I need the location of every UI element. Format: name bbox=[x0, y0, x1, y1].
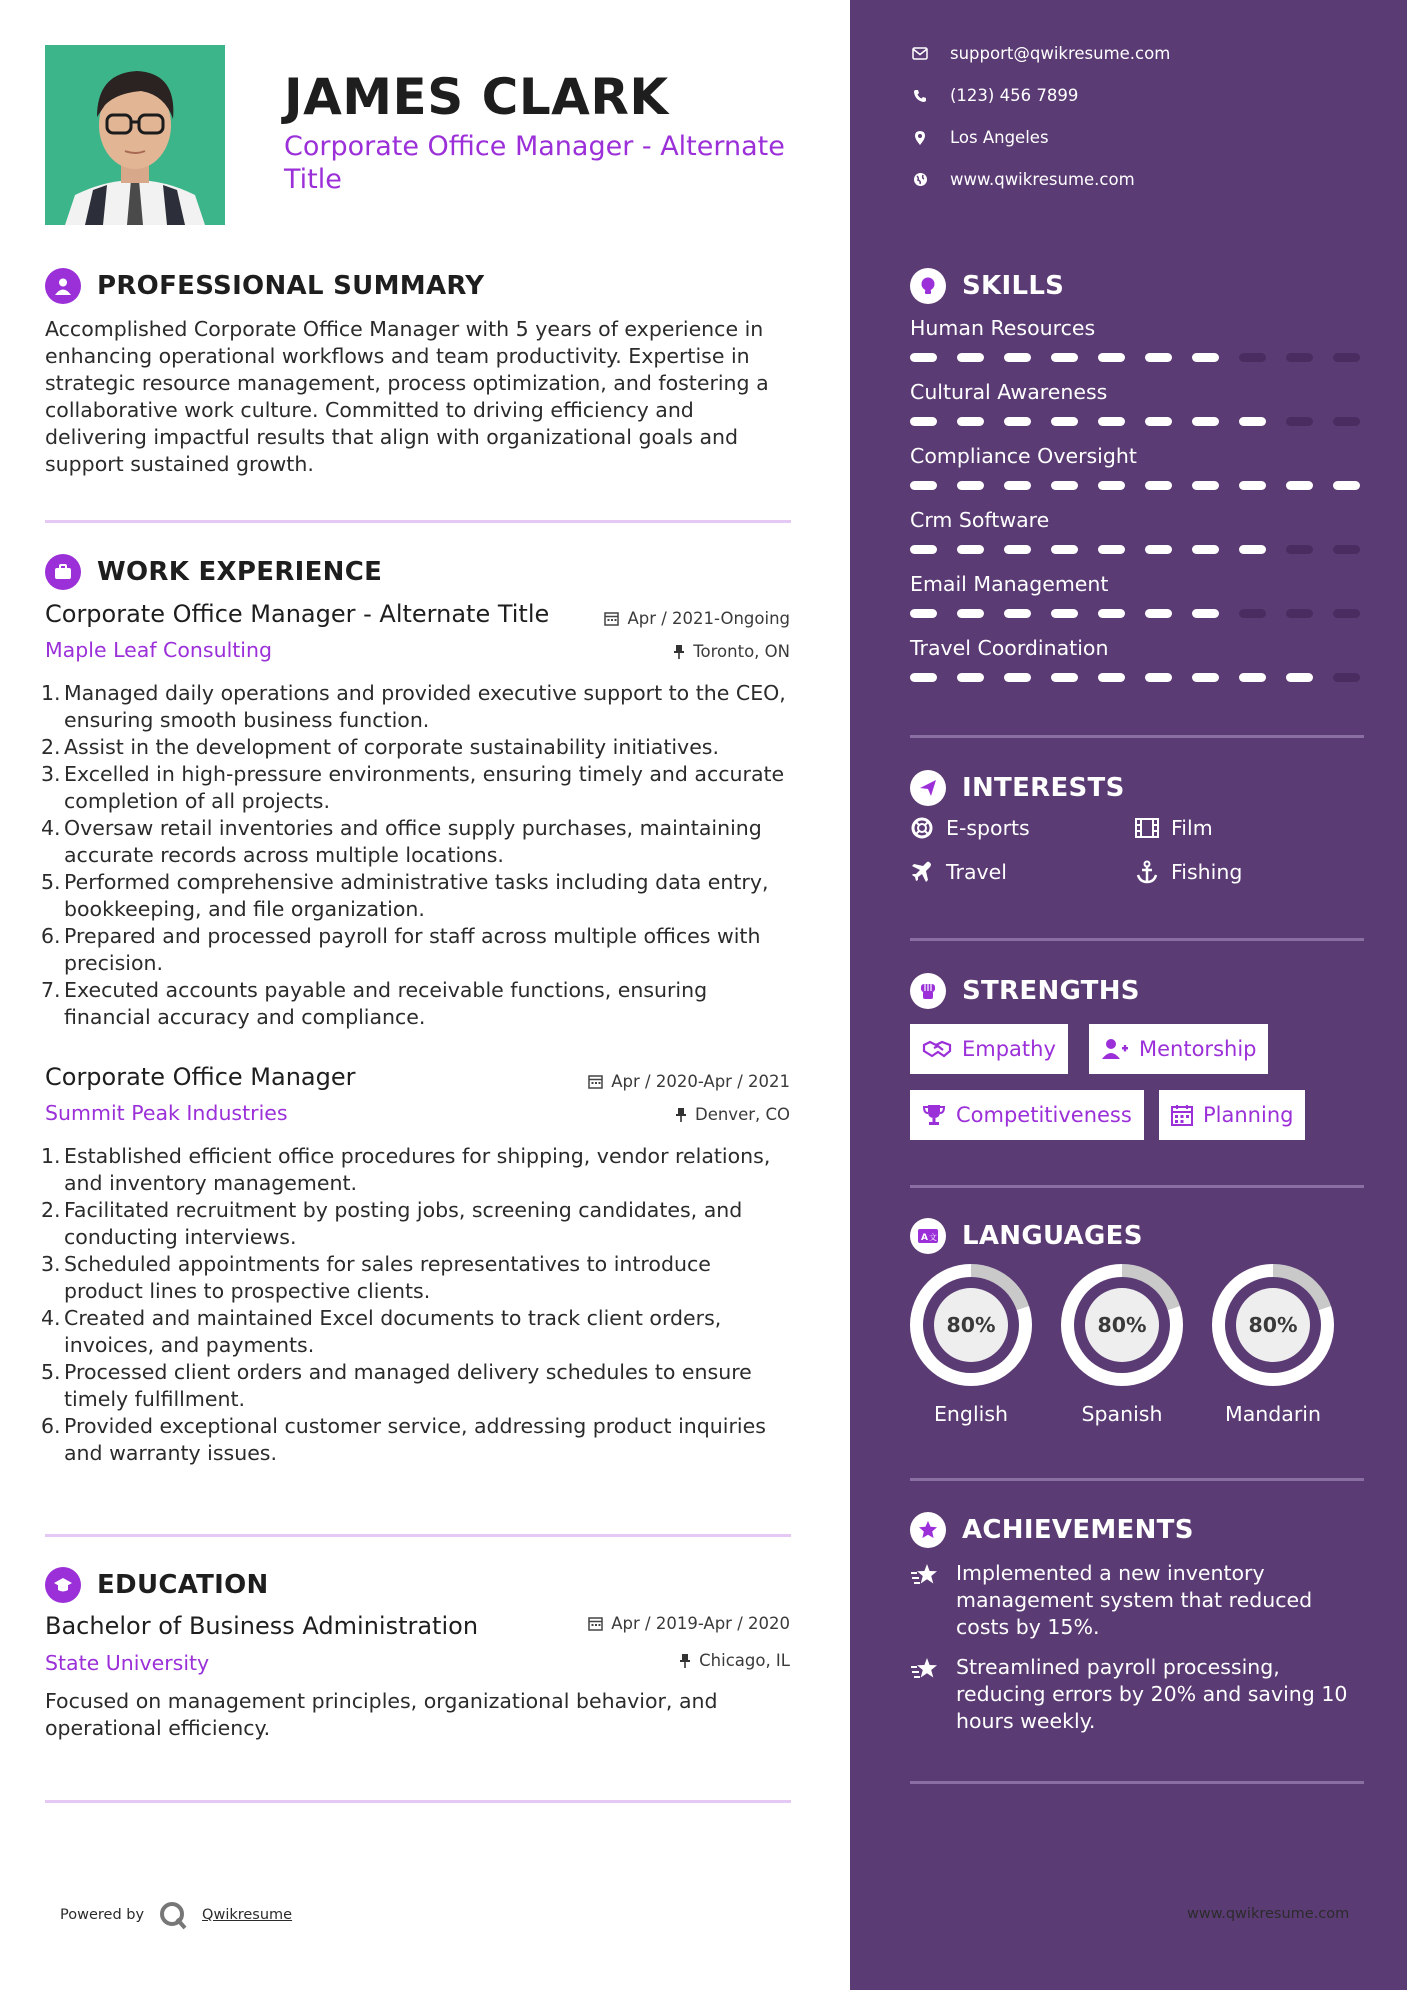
strength-label: Competitiveness bbox=[956, 1103, 1132, 1127]
section-divider bbox=[910, 1478, 1364, 1481]
skill-dash-filled bbox=[910, 481, 937, 490]
job-location-text: Toronto, ON bbox=[693, 642, 790, 661]
pin-icon bbox=[675, 1107, 687, 1123]
job-title: Corporate Office Manager bbox=[45, 1063, 356, 1091]
skill-dash-empty bbox=[1286, 609, 1313, 618]
interest-item bbox=[910, 816, 1030, 840]
language-ring bbox=[1212, 1264, 1334, 1386]
skill-dash-filled bbox=[1286, 673, 1313, 682]
graduation-icon bbox=[45, 1567, 81, 1603]
list-item: 4. Oversaw retail inventories and office supply purchases, maintaining accurate records across multiple locations. bbox=[41, 816, 762, 867]
envelope-icon bbox=[910, 47, 930, 60]
skill-dash-filled bbox=[957, 609, 984, 618]
language-name: Spanish bbox=[1081, 1402, 1163, 1426]
skill-dash-filled bbox=[1192, 673, 1219, 682]
job-dates-text: Apr / 2020-Apr / 2021 bbox=[611, 1072, 790, 1091]
skill-dash-filled bbox=[1239, 673, 1266, 682]
interest-label: Film bbox=[1171, 816, 1213, 840]
list-item: 5. Performed comprehensive administrative tasks including data entry, bookkeeping, and file organization. bbox=[41, 870, 769, 921]
language-ring bbox=[910, 1264, 1032, 1386]
strengths-title: STRENGTHS bbox=[962, 976, 1140, 1006]
skill-dash-filled bbox=[1145, 417, 1172, 426]
language-ring bbox=[1061, 1264, 1183, 1386]
candidate-name: JAMES CLARK bbox=[284, 68, 669, 126]
achievement-text: Streamlined payroll processing, reducing errors by 20% and saving 10 hours weekly. bbox=[956, 1655, 1348, 1733]
section-divider bbox=[910, 1185, 1364, 1188]
contact-website-text: www.qwikresume.com bbox=[950, 170, 1135, 189]
contact-phone-text: (123) 456 7899 bbox=[950, 86, 1079, 105]
anchor-icon bbox=[1135, 860, 1159, 884]
strength-badge bbox=[910, 1024, 1068, 1074]
section-divider bbox=[45, 1534, 791, 1537]
language-item bbox=[1061, 1264, 1183, 1426]
translate-icon bbox=[910, 1218, 946, 1254]
list-item: 7. Executed accounts payable and receivable functions, ensuring financial accuracy and compliance. bbox=[41, 978, 708, 1029]
skill-dash-filled bbox=[1004, 417, 1031, 426]
job-title: Corporate Office Manager - Alternate Title bbox=[45, 600, 550, 628]
list-item: 2. Assist in the development of corporate sustainability initiatives. bbox=[41, 735, 719, 759]
skill-dash-filled bbox=[1192, 417, 1219, 426]
summary-heading bbox=[45, 268, 484, 304]
achievement-text: Implemented a new inventory management system that reduced costs by 15%. bbox=[956, 1561, 1313, 1639]
achievement-item bbox=[910, 1654, 1350, 1735]
star-icon bbox=[910, 1654, 940, 1735]
skill-dash-filled bbox=[1098, 673, 1125, 682]
skill-level-bar bbox=[910, 545, 1360, 554]
strength-label: Empathy bbox=[962, 1037, 1056, 1061]
skill-dash-empty bbox=[1333, 609, 1360, 618]
section-divider bbox=[910, 1781, 1364, 1784]
qwikresume-logo-icon bbox=[158, 1900, 188, 1930]
profile-photo bbox=[45, 45, 225, 225]
language-percent: 80% bbox=[934, 1288, 1008, 1362]
skill-dash-empty bbox=[1239, 609, 1266, 618]
strength-label: Planning bbox=[1203, 1103, 1294, 1127]
language-item bbox=[1212, 1264, 1334, 1426]
skill-level-bar bbox=[910, 609, 1360, 618]
skill-name: Email Management bbox=[910, 572, 1109, 596]
interests-heading bbox=[910, 770, 1125, 806]
phone-icon bbox=[910, 89, 930, 103]
film-icon bbox=[1135, 818, 1159, 838]
skill-dash-filled bbox=[1239, 417, 1266, 426]
skill-dash-filled bbox=[1145, 481, 1172, 490]
skill-dash-filled bbox=[957, 545, 984, 554]
languages-title: LANGUAGES bbox=[962, 1221, 1143, 1251]
star-icon bbox=[910, 1560, 940, 1641]
skill-dash-empty bbox=[1286, 545, 1313, 554]
skill-name: Travel Coordination bbox=[910, 636, 1109, 660]
svg-text:文: 文 bbox=[929, 1233, 937, 1242]
language-name: English bbox=[933, 1402, 1009, 1426]
plane-icon bbox=[910, 861, 934, 883]
skill-dash-filled bbox=[1004, 673, 1031, 682]
interest-label: Travel bbox=[946, 860, 1007, 884]
skill-dash-filled bbox=[957, 417, 984, 426]
fist-icon bbox=[910, 973, 946, 1009]
interest-item bbox=[910, 860, 1007, 884]
calendar-icon bbox=[604, 611, 619, 626]
list-item: 1. Established efficient office procedures for shipping, vendor relations, and inventory management. bbox=[41, 1144, 771, 1195]
star-badge-icon bbox=[910, 1512, 946, 1548]
brand-link[interactable]: Qwikresume bbox=[202, 1907, 293, 1923]
job-bullets bbox=[41, 1143, 795, 1467]
lightbulb-icon bbox=[910, 268, 946, 304]
skill-dash-filled bbox=[1145, 673, 1172, 682]
calendar-icon bbox=[588, 1074, 603, 1089]
calendar-icon bbox=[588, 1616, 603, 1631]
skill-dash-empty bbox=[1333, 673, 1360, 682]
skill-dash-filled bbox=[957, 673, 984, 682]
footer-website[interactable]: www.qwikresume.com bbox=[1187, 1906, 1350, 1922]
languages-heading bbox=[910, 1218, 1143, 1254]
skill-name: Cultural Awareness bbox=[910, 380, 1108, 404]
contact-email-text: support@qwikresume.com bbox=[950, 44, 1171, 63]
education-heading bbox=[45, 1567, 269, 1603]
skill-level-bar bbox=[910, 417, 1360, 426]
job-company: Maple Leaf Consulting bbox=[45, 638, 273, 662]
list-item: 2. Facilitated recruitment by posting jobs, screening candidates, and conducting interviews. bbox=[41, 1198, 743, 1249]
skill-level-bar bbox=[910, 481, 1360, 490]
skill-level-bar bbox=[910, 353, 1360, 362]
skill-dash-filled bbox=[1192, 609, 1219, 618]
skill-dash-filled bbox=[957, 353, 984, 362]
trophy-icon bbox=[922, 1104, 946, 1126]
skill-dash-filled bbox=[1192, 353, 1219, 362]
map-pin-icon bbox=[910, 130, 930, 146]
skill-dash-filled bbox=[1239, 545, 1266, 554]
job-location-text: Denver, CO bbox=[694, 1105, 790, 1124]
skill-dash-filled bbox=[910, 353, 937, 362]
skill-dash-filled bbox=[1004, 481, 1031, 490]
strength-label: Mentorship bbox=[1139, 1037, 1257, 1061]
contact-website[interactable] bbox=[910, 170, 1135, 189]
skill-dash-filled bbox=[1145, 545, 1172, 554]
paper-plane-icon bbox=[910, 770, 946, 806]
contact-location-text: Los Angeles bbox=[950, 128, 1049, 147]
skill-dash-filled bbox=[1098, 609, 1125, 618]
education-dates bbox=[588, 1614, 790, 1633]
skill-dash-empty bbox=[1333, 417, 1360, 426]
skill-dash-filled bbox=[1098, 353, 1125, 362]
education-description: Focused on management principles, organizational behavior, and operational efficiency. bbox=[45, 1689, 718, 1740]
briefcase-icon bbox=[45, 554, 81, 590]
list-item: 6. Prepared and processed payroll for staff across multiple offices with precision. bbox=[41, 924, 761, 975]
handshake-icon bbox=[922, 1039, 952, 1059]
skill-dash-filled bbox=[1145, 353, 1172, 362]
education-title: EDUCATION bbox=[97, 1570, 269, 1600]
job-bullets bbox=[41, 680, 795, 1031]
degree-title: Bachelor of Business Administration bbox=[45, 1612, 479, 1640]
interest-label: E-sports bbox=[946, 816, 1030, 840]
skill-dash-filled bbox=[1098, 481, 1125, 490]
list-item: 3. Scheduled appointments for sales representatives to introduce product lines to prospective clients. bbox=[41, 1252, 711, 1303]
job-dates bbox=[588, 1072, 790, 1091]
pin-icon bbox=[679, 1653, 691, 1669]
strengths-heading bbox=[910, 973, 1140, 1009]
job-location bbox=[675, 1105, 790, 1124]
skill-dash-empty bbox=[1333, 545, 1360, 554]
list-item: 6. Provided exceptional customer service, addressing product inquiries and warranty issues. bbox=[41, 1414, 766, 1465]
section-divider bbox=[910, 938, 1364, 941]
skill-dash-filled bbox=[1051, 417, 1078, 426]
achievement-item bbox=[910, 1560, 1350, 1641]
skill-dash-filled bbox=[910, 417, 937, 426]
skill-dash-filled bbox=[1004, 353, 1031, 362]
school-name: State University bbox=[45, 1651, 210, 1675]
strength-badge bbox=[1159, 1090, 1305, 1140]
skill-level-bar bbox=[910, 673, 1360, 682]
skill-name: Human Resources bbox=[910, 316, 1096, 340]
skill-dash-filled bbox=[910, 673, 937, 682]
skill-dash-filled bbox=[1004, 545, 1031, 554]
globe-icon bbox=[910, 172, 930, 187]
user-plus-icon bbox=[1101, 1038, 1129, 1060]
pin-icon bbox=[673, 644, 685, 660]
interest-label: Fishing bbox=[1171, 860, 1243, 884]
job-company: Summit Peak Industries bbox=[45, 1101, 288, 1125]
section-divider bbox=[45, 1800, 791, 1803]
skill-dash-filled bbox=[1051, 481, 1078, 490]
interests-title: INTERESTS bbox=[962, 773, 1125, 803]
achievements-heading bbox=[910, 1512, 1194, 1548]
list-item: 1. Managed daily operations and provided executive support to the CEO, ensuring smooth business function. bbox=[41, 681, 786, 732]
skills-title: SKILLS bbox=[962, 271, 1065, 301]
section-divider bbox=[45, 520, 791, 523]
skill-dash-filled bbox=[1239, 481, 1266, 490]
education-location-text: Chicago, IL bbox=[699, 1651, 790, 1670]
powered-by-text: Powered by bbox=[60, 1907, 145, 1923]
skill-dash-filled bbox=[1098, 417, 1125, 426]
skill-dash-filled bbox=[1051, 609, 1078, 618]
skill-dash-filled bbox=[1333, 481, 1360, 490]
job-dates-text: Apr / 2021-Ongoing bbox=[627, 609, 790, 628]
education-dates-text: Apr / 2019-Apr / 2020 bbox=[611, 1614, 790, 1633]
skill-dash-filled bbox=[1051, 545, 1078, 554]
skill-dash-empty bbox=[1333, 353, 1360, 362]
strength-badge bbox=[1089, 1024, 1268, 1074]
list-item: 5. Processed client orders and managed delivery schedules to ensure timely fulfillment. bbox=[41, 1360, 752, 1411]
lifebuoy-icon bbox=[910, 817, 934, 839]
contact-email[interactable] bbox=[910, 44, 1170, 63]
skill-name: Compliance Oversight bbox=[910, 444, 1137, 468]
summary-title: PROFESSIONAL SUMMARY bbox=[97, 271, 485, 301]
sidebar bbox=[850, 0, 1407, 1990]
list-item: 4. Created and maintained Excel documents to track client orders, invoices, and payments. bbox=[41, 1306, 722, 1357]
skill-name: Crm Software bbox=[910, 508, 1050, 532]
svg-text:A: A bbox=[921, 1233, 928, 1243]
skill-dash-empty bbox=[1286, 417, 1313, 426]
skill-dash-filled bbox=[1192, 481, 1219, 490]
skill-dash-filled bbox=[1051, 353, 1078, 362]
job-location bbox=[673, 642, 790, 661]
strength-badge bbox=[910, 1090, 1144, 1140]
skill-dash-filled bbox=[1192, 545, 1219, 554]
section-divider bbox=[910, 735, 1364, 738]
summary-text: Accomplished Corporate Office Manager with 5 years of experience in enhancing operational workflows and team productivity. Expertise in strategic resource management, process optimization, and fostering a collaborative work culture. Committed to driving efficiency and delivering impactful results that align with organizational goals and support sustained growth. bbox=[45, 317, 769, 476]
skill-dash-filled bbox=[910, 609, 937, 618]
skill-dash-filled bbox=[957, 481, 984, 490]
interest-item bbox=[1135, 816, 1213, 840]
skill-dash-filled bbox=[1004, 609, 1031, 618]
list-item: 3. Excelled in high-pressure environments, ensuring timely and accurate completion of all projects. bbox=[41, 762, 785, 813]
job-dates bbox=[604, 609, 790, 628]
skill-dash-empty bbox=[1239, 353, 1266, 362]
education-location bbox=[679, 1651, 790, 1670]
contact-phone[interactable] bbox=[910, 86, 1078, 105]
achievements-title: ACHIEVEMENTS bbox=[962, 1515, 1194, 1545]
skill-dash-filled bbox=[910, 545, 937, 554]
skill-dash-filled bbox=[1098, 545, 1125, 554]
user-circle-icon bbox=[45, 268, 81, 304]
interest-item bbox=[1135, 860, 1242, 884]
language-name: Mandarin bbox=[1225, 1402, 1321, 1426]
candidate-title: Corporate Office Manager - Alternate Title bbox=[284, 131, 785, 195]
contact-location bbox=[910, 128, 1049, 147]
language-percent: 80% bbox=[1085, 1288, 1159, 1362]
language-item bbox=[910, 1264, 1032, 1426]
skill-dash-filled bbox=[1051, 673, 1078, 682]
skills-heading bbox=[910, 268, 1064, 304]
skill-dash-filled bbox=[1286, 481, 1313, 490]
powered-by bbox=[60, 1900, 292, 1930]
skill-dash-empty bbox=[1286, 353, 1313, 362]
experience-heading bbox=[45, 554, 382, 590]
language-percent: 80% bbox=[1236, 1288, 1310, 1362]
experience-title: WORK EXPERIENCE bbox=[97, 557, 383, 587]
skill-dash-filled bbox=[1145, 609, 1172, 618]
calendar-icon bbox=[1171, 1104, 1193, 1126]
